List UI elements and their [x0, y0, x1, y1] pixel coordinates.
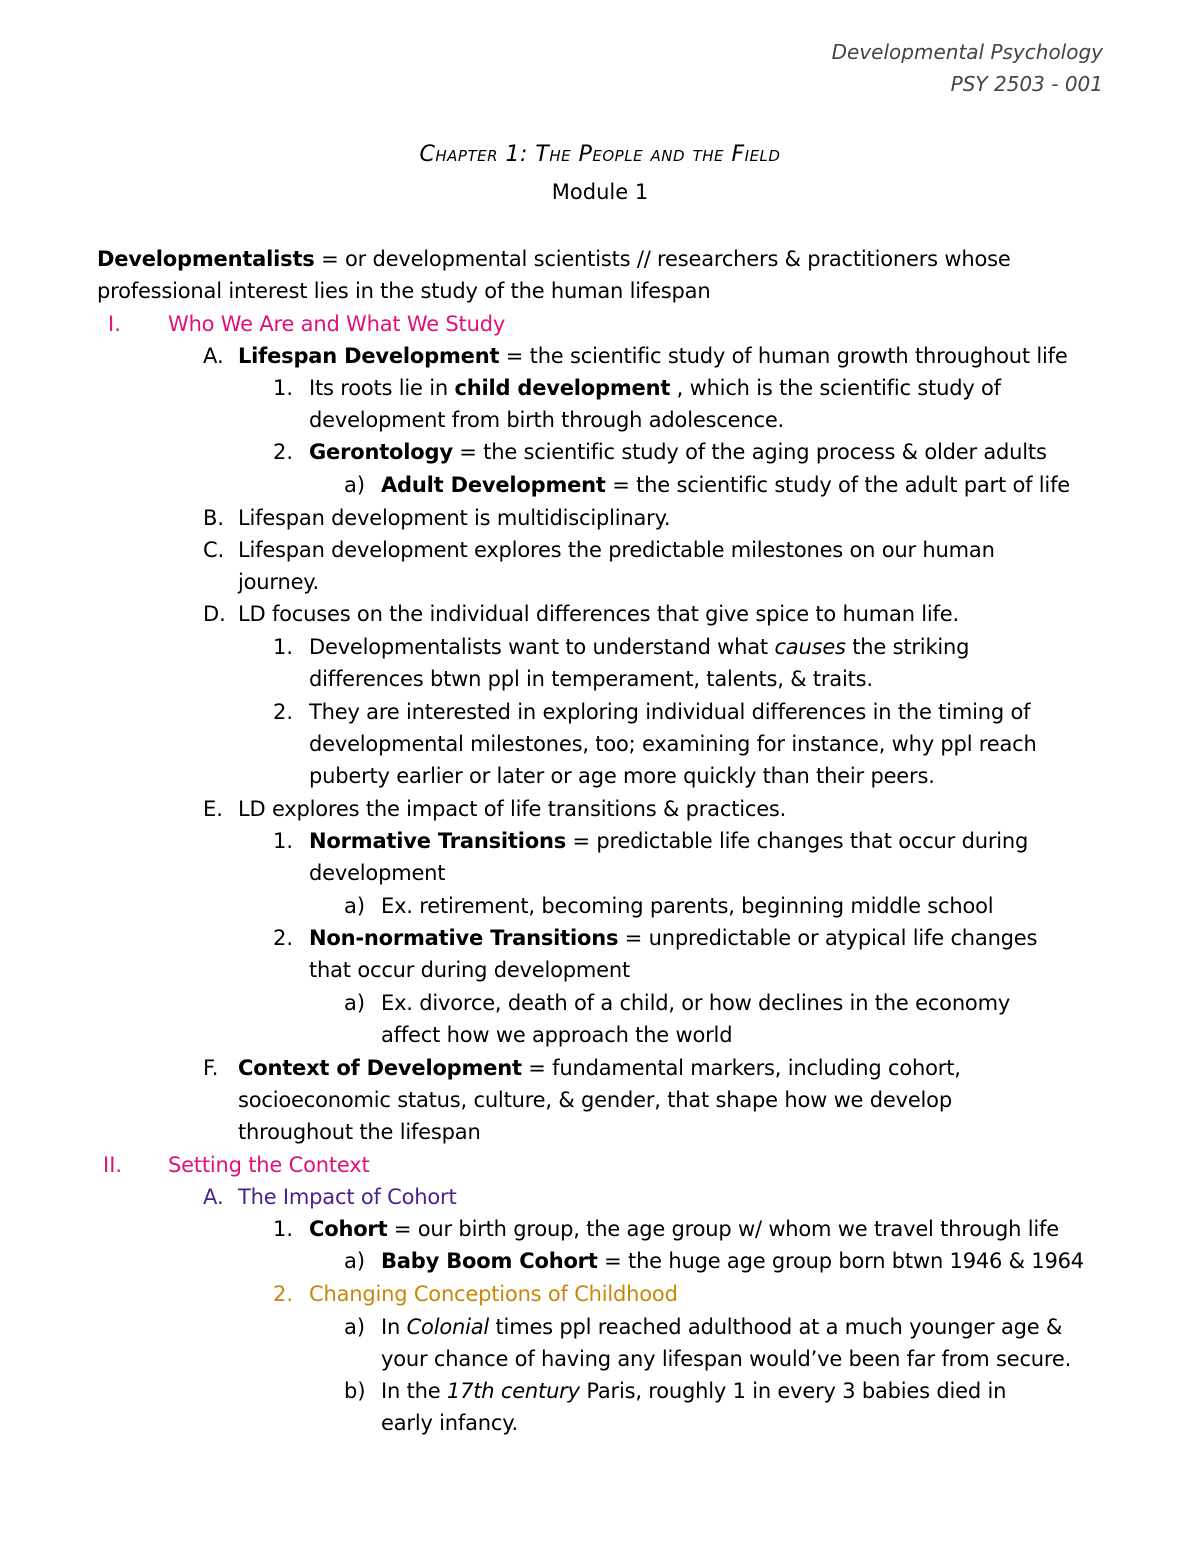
outline-item: Ex. divorce, death of a child, or how declines in the economy: [381, 991, 1011, 1015]
intro-line-2: professional interest lies in the study of the human lifespan: [97, 279, 711, 303]
outline-item: LD focuses on the individual differences that give spice to human life.: [238, 602, 959, 626]
outline-item: Ex. retirement, becoming parents, beginning middle school: [381, 894, 994, 918]
item-marker: 1.: [273, 635, 294, 659]
outline-item: Cohort = our birth group, the age group w/ whom we travel through life: [309, 1217, 1059, 1241]
outline-item: Gerontology = the scientific study of the aging process & older adults: [309, 440, 1047, 464]
outline-item: LD explores the impact of life transitions & practices.: [238, 797, 787, 821]
outline-item: Lifespan development is multidisciplinary.: [238, 506, 671, 530]
outline-item: Normative Transitions = predictable life changes that occur during: [309, 829, 1029, 853]
outline-item-cont: development: [309, 861, 446, 885]
item-marker: 1.: [273, 376, 294, 400]
item-marker: a): [344, 894, 366, 918]
item-marker: A.: [203, 1185, 224, 1209]
outline-item: Non-normative Transitions = unpredictable or atypical life changes: [309, 926, 1038, 950]
module-label: Module 1: [551, 180, 649, 204]
outline-item: Lifespan Development = the scientific study of human growth throughout life: [238, 344, 1068, 368]
outline-item-cont: throughout the lifespan: [238, 1120, 481, 1144]
section-heading: Who We Are and What We Study: [168, 312, 506, 336]
item-marker: a): [344, 1315, 366, 1339]
outline-item: Adult Development = the scientific study of the adult part of life: [381, 473, 1070, 497]
item-marker: F.: [203, 1056, 219, 1080]
outline-item-cont: development from birth through adolescence.: [309, 408, 785, 432]
outline-item: In the 17th century Paris, roughly 1 in every 3 babies died in: [381, 1379, 1007, 1403]
outline-item-cont: that occur during development: [309, 958, 631, 982]
item-marker: 2.: [273, 700, 294, 724]
term-developmentalists: Developmentalists: [97, 247, 315, 271]
item-marker: a): [344, 1249, 366, 1273]
section-marker: I.: [108, 312, 121, 336]
course-code: PSY 2503 - 001: [950, 72, 1103, 96]
outline-item-cont: your chance of having any lifespan would’ve been far from secure.: [381, 1347, 1072, 1371]
item-marker: D.: [203, 602, 226, 626]
outline-item: Context of Development = fundamental markers, including cohort,: [238, 1056, 961, 1080]
section-marker: II.: [103, 1153, 123, 1177]
outline-item: Lifespan development explores the predictable milestones on our human: [238, 538, 995, 562]
item-marker: 2.: [273, 440, 294, 464]
item-marker: A.: [203, 344, 224, 368]
item-marker: a): [344, 473, 366, 497]
outline-item-cont: journey.: [238, 570, 319, 594]
item-marker: a): [344, 991, 366, 1015]
subsection-heading: The Impact of Cohort: [238, 1185, 457, 1209]
item-marker: b): [344, 1379, 366, 1403]
item-marker: 2.: [273, 1282, 294, 1306]
item-marker: 2.: [273, 926, 294, 950]
outline-item: Developmentalists want to understand what causes the striking: [309, 635, 970, 659]
outline-item: Baby Boom Cohort = the huge age group born btwn 1946 & 1964: [381, 1249, 1084, 1273]
outline-item-cont: puberty earlier or later or age more quickly than their peers.: [309, 764, 935, 788]
item-marker: C.: [203, 538, 225, 562]
outline-item: They are interested in exploring individual differences in the timing of: [309, 700, 1031, 724]
course-name: Developmental Psychology: [831, 40, 1103, 64]
outline-item-cont: affect how we approach the world: [381, 1023, 733, 1047]
outline-item: In Colonial times ppl reached adulthood at a much younger age &: [381, 1315, 1063, 1339]
intro-line-1: Developmentalists = or developmental scientists // researchers & practitioners whose: [97, 247, 1011, 271]
outline-item: Its roots lie in child development , which is the scientific study of: [309, 376, 1001, 400]
section-heading: Setting the Context: [168, 1153, 370, 1177]
chapter-title: Chapter 1: The People and the Field: [419, 142, 781, 167]
item-marker: E.: [203, 797, 223, 821]
outline-item-cont: developmental milestones, too; examining for instance, why ppl reach: [309, 732, 1037, 756]
outline-item-cont: socioeconomic status, culture, & gender, that shape how we develop: [238, 1088, 952, 1112]
outline-item-cont: differences btwn ppl in temperament, talents, & traits.: [309, 667, 873, 691]
subsection-heading: Changing Conceptions of Childhood: [309, 1282, 678, 1306]
item-marker: 1.: [273, 1217, 294, 1241]
item-marker: B.: [203, 506, 225, 530]
item-marker: 1.: [273, 829, 294, 853]
outline-item-cont: early infancy.: [381, 1411, 518, 1435]
